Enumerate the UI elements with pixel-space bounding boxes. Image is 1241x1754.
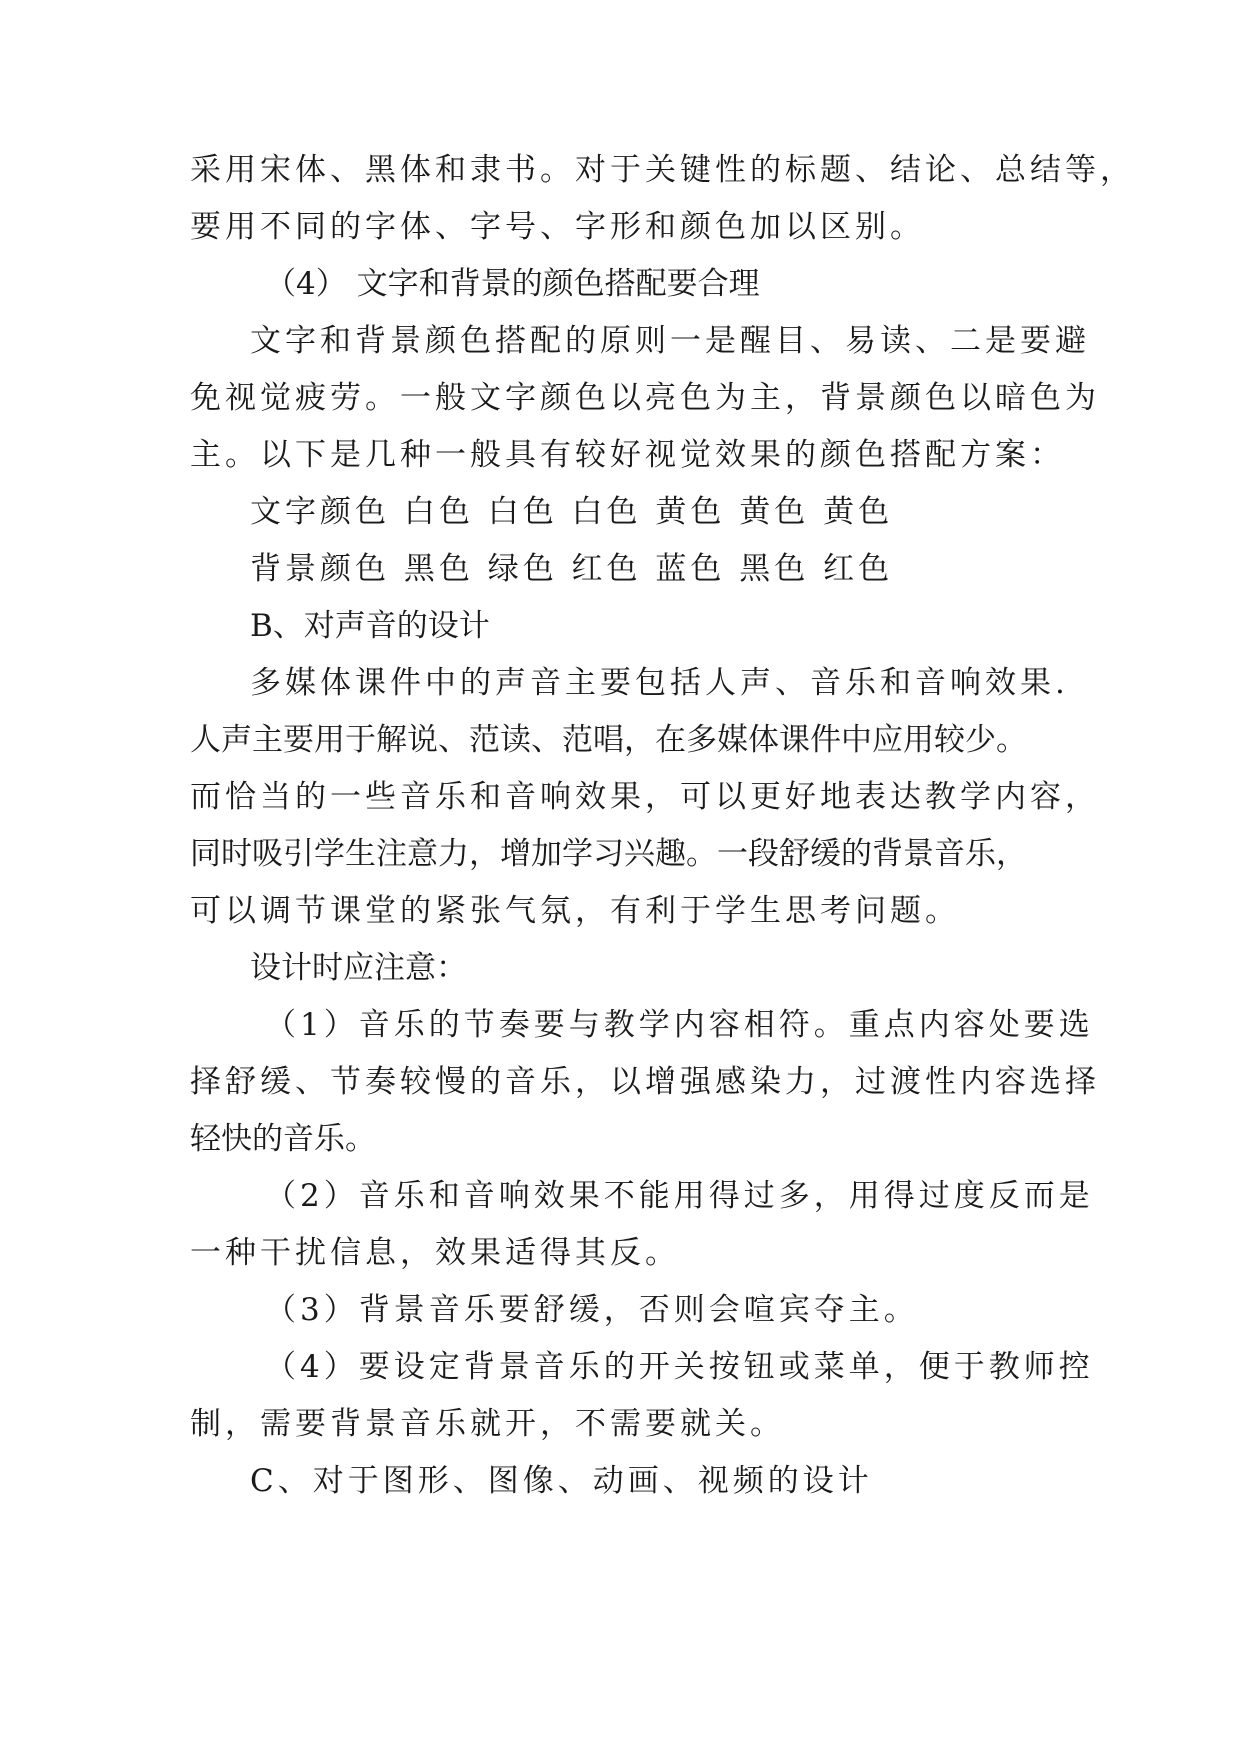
list-item: （3）背景音乐要舒缓，否则会喧宾夺主。: [265, 1292, 919, 1328]
paragraph-line: 免视觉疲劳。一般文字颜色以亮色为主，背景颜色以暗色为: [190, 380, 1100, 416]
paragraph-line: 轻快的音乐。: [190, 1121, 376, 1157]
color-scheme-background-row: 背景颜色 黑色 绿色 红色 蓝色 黑色 红色: [250, 551, 894, 587]
color-scheme-text-row: 文字颜色 白色 白色 白色 黄色 黄色 黄色: [250, 494, 894, 530]
paragraph-line: 同时吸引学生注意力，增加学习兴趣。一段舒缓的背景音乐，: [190, 836, 1027, 872]
paragraph-line: 人声主要用于解说、范读、范唱，在多媒体课件中应用较少。: [190, 722, 1027, 758]
list-item: （1）音乐的节奏要与教学内容相符。重点内容处要选: [265, 1007, 1094, 1043]
paragraph-line: 文字和背景颜色搭配的原则一是醒目、易读、二是要避: [250, 323, 1090, 359]
paragraph-line: 设计时应注意：: [250, 950, 467, 986]
list-item: （4）要设定背景音乐的开关按钮或菜单，便于教师控: [265, 1349, 1094, 1385]
paragraph-line: 可以调节课堂的紧张气氛，有利于学生思考问题。: [190, 893, 960, 929]
section-heading: C、对于图形、图像、动画、视频的设计: [250, 1463, 873, 1499]
paragraph-line: 要用不同的字体、字号、字形和颜色加以区别。: [190, 209, 925, 245]
paragraph-line: 采用宋体、黑体和隶书。对于关键性的标题、结论、总结等，: [190, 152, 1135, 188]
paragraph-line: 一种干扰信息，效果适得其反。: [190, 1235, 680, 1271]
paragraph-line: 制，需要背景音乐就开，不需要就关。: [190, 1406, 785, 1442]
paragraph-line: 择舒缓、节奏较慢的音乐，以增强感染力，过渡性内容选择: [190, 1064, 1100, 1100]
list-item: （2）音乐和音响效果不能用得过多，用得过度反而是: [265, 1178, 1094, 1214]
section-heading: B、对声音的设计: [250, 608, 490, 644]
section-heading: （4） 文字和背景的颜色搭配要合理: [265, 266, 760, 302]
paragraph-line: 多媒体课件中的声音主要包括人声、音乐和音响效果.: [250, 665, 1069, 701]
paragraph-line: 主。以下是几种一般具有较好视觉效果的颜色搭配方案：: [190, 437, 1065, 473]
paragraph-line: 而恰当的一些音乐和音响效果，可以更好地表达教学内容，: [190, 779, 1100, 815]
